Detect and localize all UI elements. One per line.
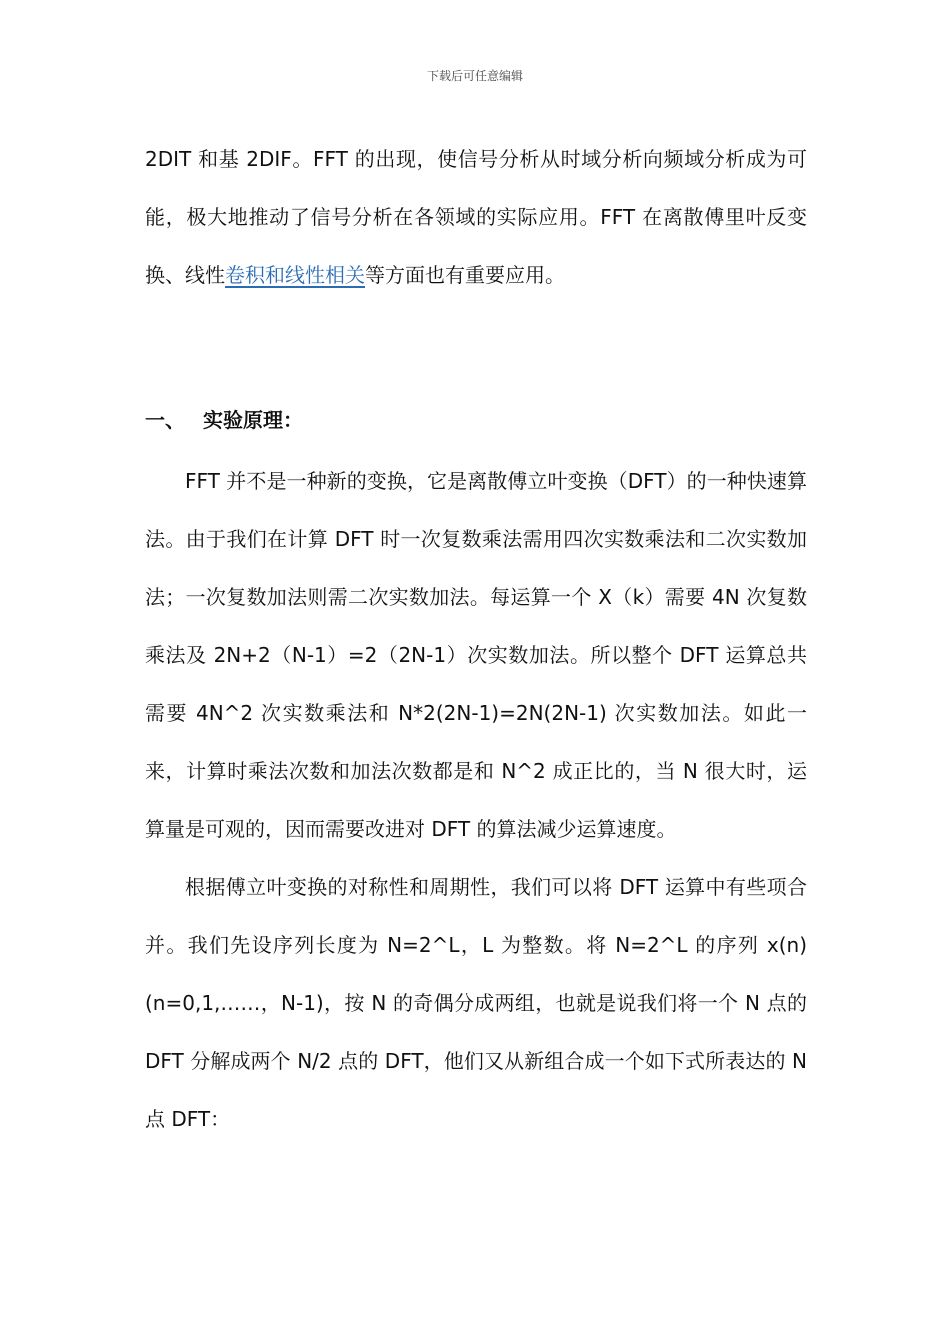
section-title: 实验原理： xyxy=(203,408,303,432)
section-spacer xyxy=(145,304,807,391)
section-heading xyxy=(145,391,807,449)
convolution-correlation-link[interactable]: 卷积和线性相关 xyxy=(225,263,365,287)
header-note: 下载后可任意编辑 xyxy=(426,69,523,83)
intro-text-2: 等方面也有重要应用。 xyxy=(365,263,565,287)
section-number: 一、 xyxy=(145,408,185,432)
intro-paragraph xyxy=(145,130,807,304)
intro-text-1: 2DIT 和基 2DIF。FFT 的出现，使信号分析从时域分析向频域分析成为可能，极大地推动了信号分析在各领域的实际应用。FFT 在离散傅里叶反变换、线性 xyxy=(145,147,807,287)
document-body xyxy=(145,130,807,1148)
principle-paragraph-2: 根据傅立叶变换的对称性和周期性，我们可以将 DFT 运算中有些项合并。我们先设序列长度为 N=2^L，L 为整数。将 N=2^L 的序列 x(n)(n=0,1,……，N-1)，按 N 的奇偶分成两组，也就是说我们将一个 N 点的 DFT 分解成两个 N/2 点的 DFT，他们又从新组合成一个如下式所表达的 N 点 DFT： xyxy=(145,875,807,1131)
principle-paragraph-1: FFT 并不是一种新的变换，它是离散傅立叶变换（DFT）的一种快速算法。由于我们在计算 DFT 时一次复数乘法需用四次实数乘法和二次实数加法；一次复数加法则需二次实数加法。每运算一个 X（k）需要 4N 次复数乘法及 2N+2（N-1）=2（2N-1）次实数加法。所以整个 DFT 运算总共需要 4N^2 次实数乘法和 N*2(2N-1)=2N(2N-1) 次实数加法。如此一来，计算时乘法次数和加法次数都是和 N^2 成正比的，当 N 很大时，运算量是可观的，因而需要改进对 DFT 的算法减少运算速度。 xyxy=(145,469,807,841)
